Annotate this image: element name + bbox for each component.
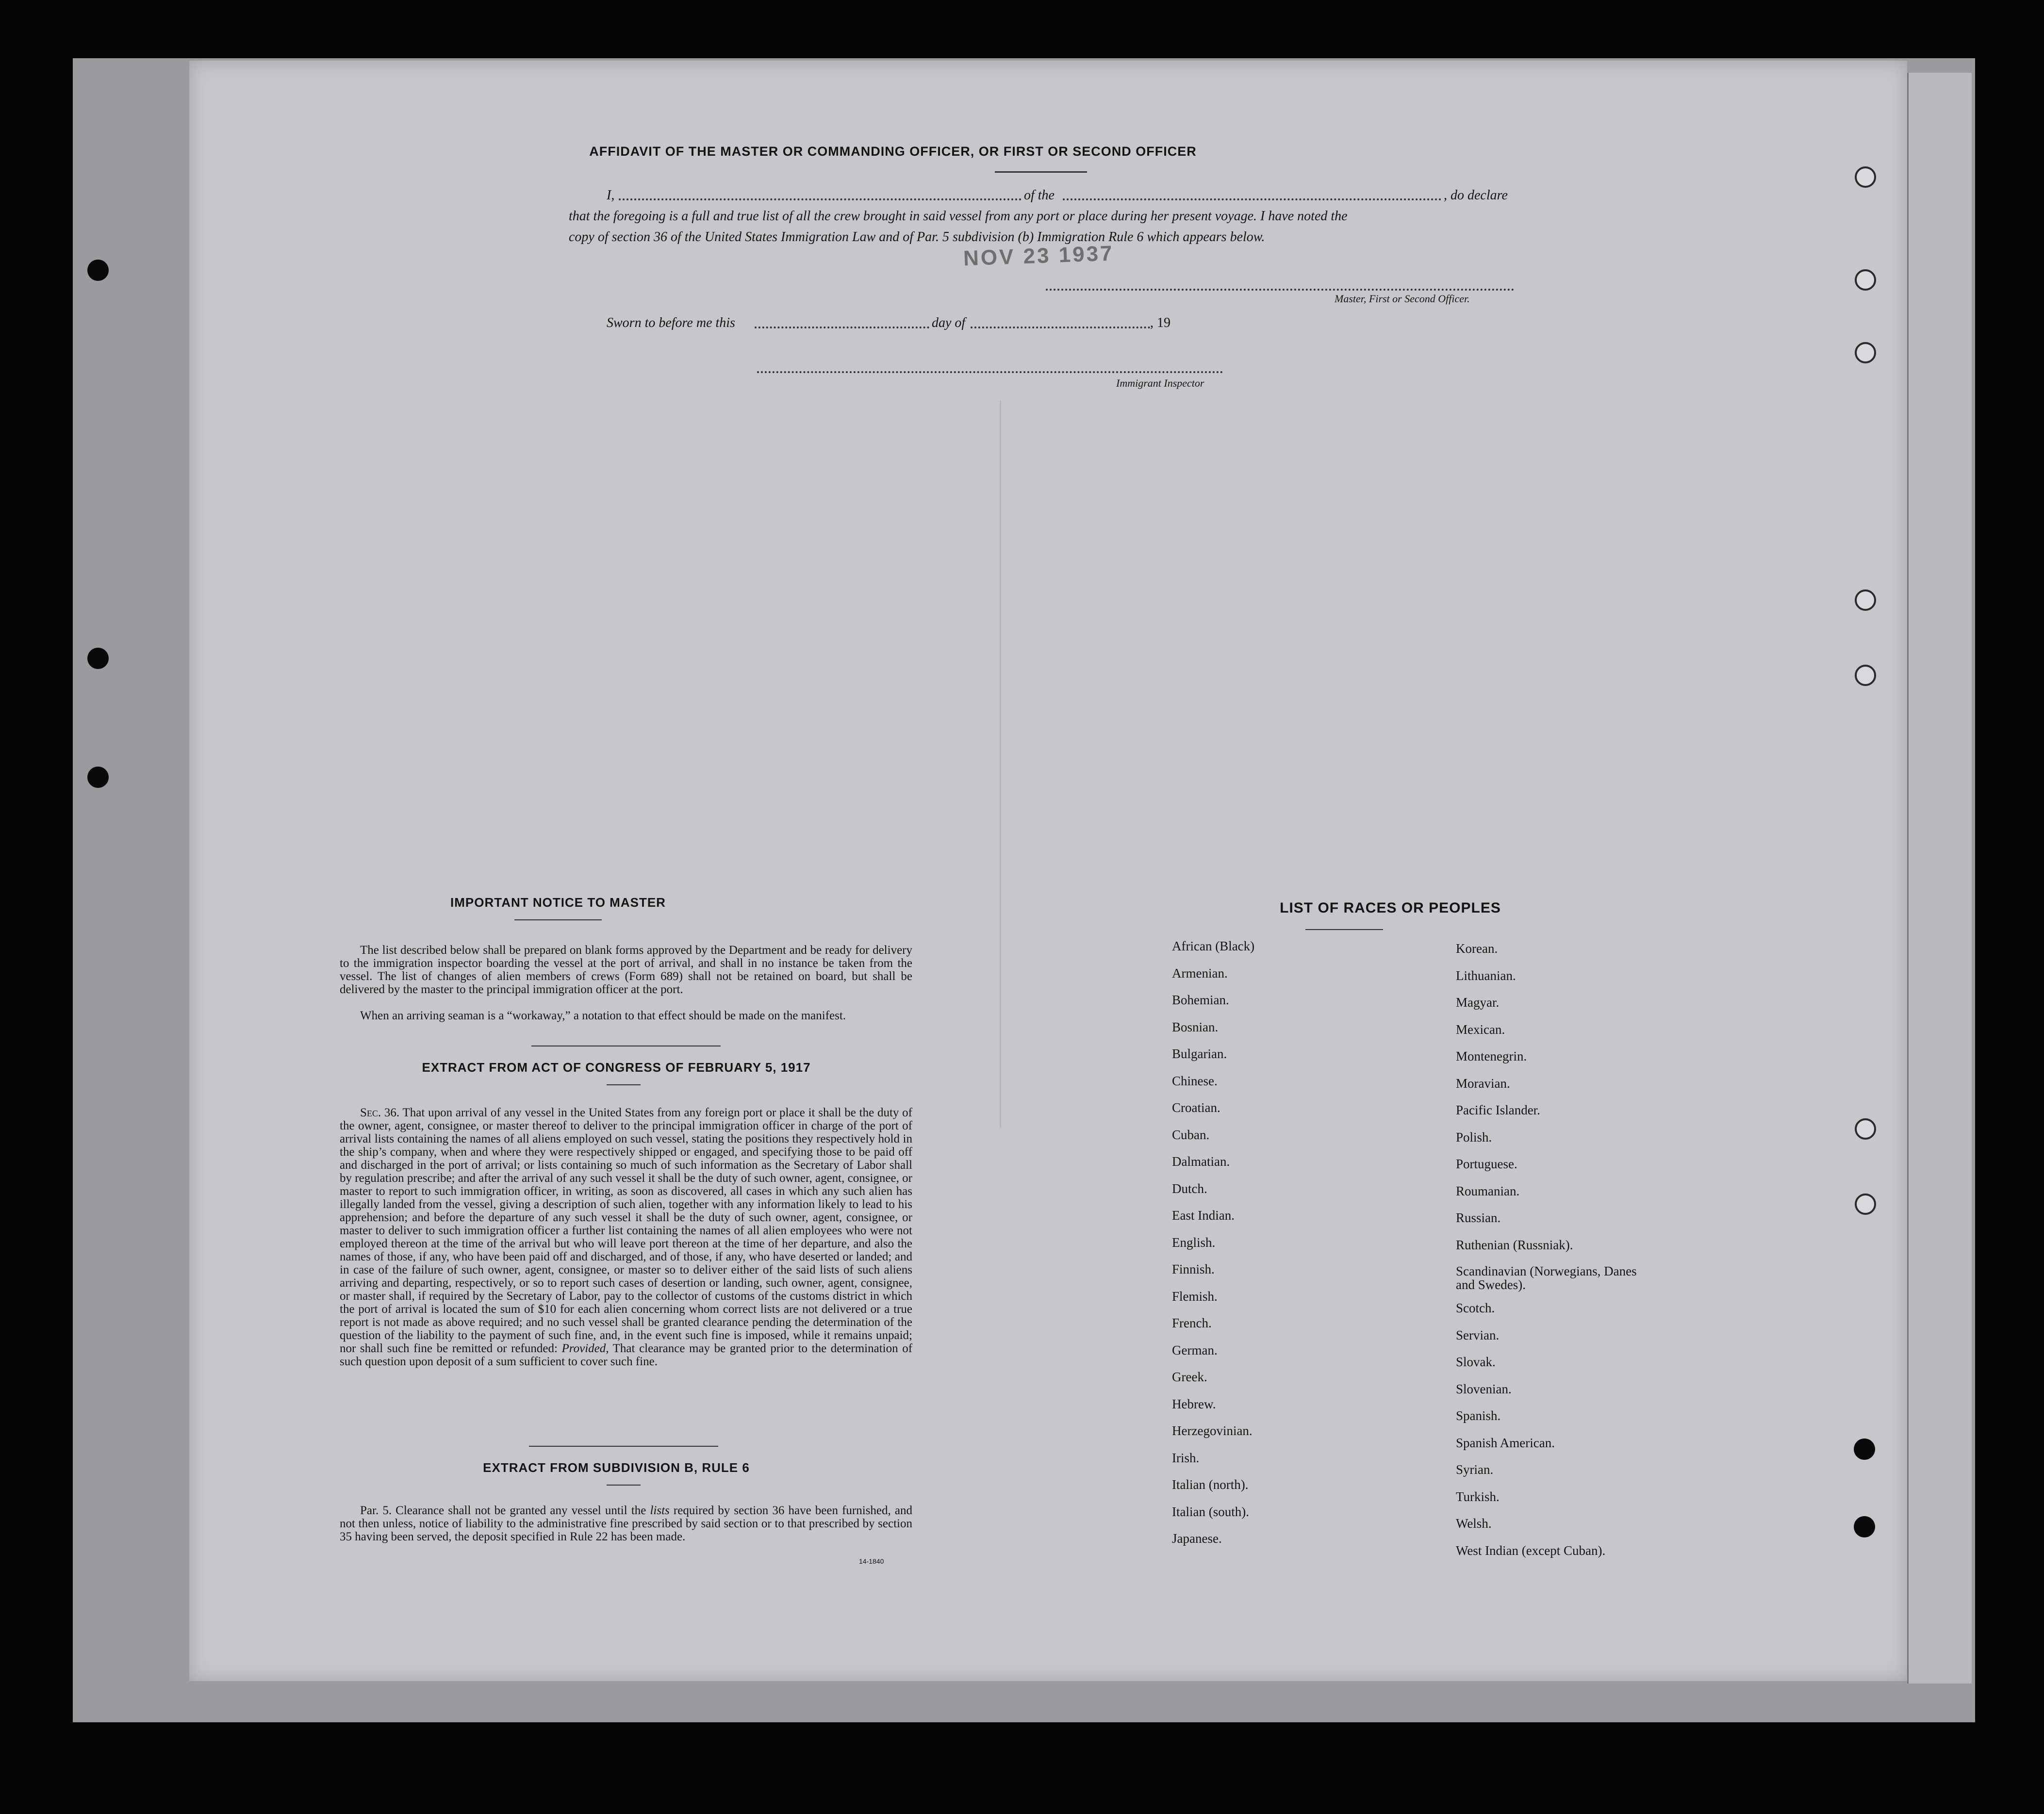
hole-ring [1855,166,1876,188]
race-list-item: English. [1172,1235,1216,1250]
race-list-item: Mexican. [1456,1022,1505,1037]
section-body: That upon arrival of any vessel in the United States from any foreign port or place it shall be the duty of the owner, agent, consignee, or master thereof to deliver to the principal immigration officer in charge of the port of arrival lists containing the names of all aliens employed on such vessel, stating the positions they respectively hold in the ship’s company, when and where they were respectively shipped or engaged, and specifying those to be paid off and discharged in the port of arrival; or lists containing so much of such information as the Secretary of Labor shall by regulation prescribe; and after the arrival of any such vessel it shall be the duty of such owner, agent, consignee, or master to report to such immigration officer, in writing, as soon as discovered, all cases in which any such alien has illegally landed from the vessel, giving a description of such alien, together with any information likely to lead to his apprehension; and before the departure of any such vessel it shall be the duty of such owner, agent, consignee, or master to deliver to such immigration officer a further list containing the names of all alien employees who were not employed thereon at the time of the arrival but who will leave port thereon at the time of her departure, and also the names of those, if any, who have been paid off and discharged, and of those, if any, who have deserted or landed; and in case of the failure of such owner, agent, consignee, or master so to deliver either of the said lists of such aliens arriving and departing, respectively, or so to report such cases of desertion or landing, such owner, agent, consignee, or master shall, if required by the Secretary of Labor, pay to the collector of customs of the customs district in which the port of arrival is located the sum of $10 for each alien concerning whom correct lists are not delivered or a true report is not made as above required; and no such vessel shall be granted clearance pending the determination of the question of the liability to the payment of such fine, and, in the event such fine is imposed, while it remains unpaid; nor shall such fine be remitted or refunded: [340,1106,912,1355]
notice-paragraph-2: When an arriving seaman is a “workaway,” a notation to that effect should be made on the manifest. [360,1009,846,1022]
race-list-item: Flemish. [1172,1289,1218,1304]
hole-ring [1855,1118,1876,1140]
inspector-label: Immigrant Inspector [1116,377,1204,389]
race-list-item: African (Black) [1172,939,1255,953]
race-list-item: Welsh. [1456,1516,1492,1531]
race-list-item: Dalmatian. [1172,1154,1230,1169]
i-label: I, [607,188,615,203]
of-the-label: of the [1024,188,1055,203]
race-list-item: Servian. [1456,1327,1500,1342]
rule-body-a: Par. 5. Clearance shall not be granted any vessel until the [360,1504,646,1517]
race-list-item: Herzegovinian. [1172,1423,1253,1438]
form-number: 14-1840 [859,1557,884,1565]
race-list-item: Finnish. [1172,1262,1215,1276]
name-blank[interactable] [619,198,1022,200]
hole-ring [1855,1193,1876,1215]
race-list-item: Portuguese. [1456,1157,1517,1171]
race-list-item: Bulgarian. [1172,1046,1227,1061]
race-list-item: Cuban. [1172,1127,1210,1142]
binder-hole [87,648,109,669]
hole-ring [1855,342,1876,363]
hole-ring [1855,589,1876,611]
binder-hole [87,767,109,788]
master-signature-blank[interactable] [1046,289,1514,291]
race-list-item: Turkish. [1456,1489,1500,1504]
race-list-item: Croatian. [1172,1100,1220,1115]
year-label: , 19 [1150,315,1170,330]
race-list-item: Spanish American. [1456,1435,1555,1450]
master-signature-label: Master, First or Second Officer. [1335,293,1470,305]
races-rule [1305,929,1383,930]
race-list-item: Bosnian. [1172,1019,1219,1034]
affidavit-line-2: copy of section 36 of the United States Immigration Law and of Par. 5 subdivision (b) Immigration Rule 6 which appears below. [569,229,1265,245]
show-through-fold [1000,400,1001,1128]
document-page [189,61,1907,1681]
provided-word: Provided, [561,1342,609,1355]
race-list-item: Greek. [1172,1370,1207,1384]
race-list-item: Korean. [1456,941,1498,956]
binder-hole [87,260,109,281]
race-list-item: French. [1172,1316,1212,1330]
rule-body-b: required by section 36 have been furnished, and not then unless, notice of liability to the administrative fine prescribed by said section or to that prescribed by section 35 having been served, the deposit specified in Rule 22 has been made. [340,1504,912,1543]
notice-paragraph-1: The list described below shall be prepared on blank forms approved by the Department and be ready for delivery to the immigration inspector boarding the vessel at the port of arrival, and shall in no instance be taken from the vessel. The list of changes of alien members of crews (Form 689) shall not be retained on board, but shall be delivered by the master to the principal immigration officer at the port. [340,944,912,996]
race-list-item: Scandinavian (Norwegians, Danes and Swedes). [1456,1264,1637,1292]
hole-ring [1855,269,1876,291]
sworn-day-blank[interactable] [755,327,929,328]
race-list-item: Chinese. [1172,1073,1218,1088]
binder-hole [1854,1438,1875,1460]
race-list-item: Slovak. [1456,1355,1496,1369]
rule-extract-title: EXTRACT FROM SUBDIVISION B, RULE 6 [483,1460,750,1475]
races-right-column [1456,941,1728,1570]
underlying-page-edge [1907,73,1972,1683]
affidavit-title: AFFIDAVIT OF THE MASTER OR COMMANDING OFFICER, OR FIRST OR SECOND OFFICER [589,144,1197,159]
title-rule [995,171,1087,173]
race-list-item: Dutch. [1172,1181,1207,1196]
notice-rule [514,919,602,920]
lists-word: lists [650,1504,670,1517]
rule-rule [607,1485,641,1486]
rule-paragraph [340,1504,912,1543]
day-of-label: day of [932,315,966,330]
date-stamp: NOV 23 1937 [963,241,1115,271]
race-list-item: Magyar. [1456,995,1500,1010]
race-list-item: Spanish. [1456,1408,1501,1423]
race-list-item: Japanese. [1172,1531,1222,1546]
race-list-item: Slovenian. [1456,1381,1512,1396]
race-list-item: Italian (north). [1172,1477,1249,1492]
sworn-label: Sworn to before me this [607,315,735,330]
race-list-item: German. [1172,1342,1218,1357]
sworn-month-blank[interactable] [971,327,1150,328]
race-list-item: Moravian. [1456,1076,1510,1091]
race-list-item: Lithuanian. [1456,968,1516,983]
race-list-item: Italian (south). [1172,1504,1249,1519]
act-extract-title: EXTRACT FROM ACT OF CONGRESS OF FEBRUARY 5, 1917 [422,1060,811,1075]
race-list-item: Roumanian. [1456,1183,1520,1198]
hole-ring [1855,665,1876,686]
race-list-item: Hebrew. [1172,1396,1216,1411]
vessel-blank[interactable] [1063,198,1441,200]
do-declare-label: , do declare [1444,188,1508,203]
race-list-item: Polish. [1456,1129,1492,1144]
section-body-end: That clearance may be granted prior to the determination of such question upon deposit of a sum sufficient to cover such fine. [340,1342,913,1368]
race-list-item: Russian. [1456,1210,1501,1225]
section-rule [529,1446,718,1447]
act-section-36 [340,1106,912,1368]
race-list-item: Pacific Islander. [1456,1103,1540,1117]
races-title: LIST OF RACES OR PEOPLES [1280,900,1501,916]
race-list-item: East Indian. [1172,1208,1235,1223]
race-list-item: Irish. [1172,1450,1200,1465]
race-list-item: West Indian (except Cuban). [1456,1543,1606,1558]
inspector-signature-blank[interactable] [757,371,1223,373]
notice-title: IMPORTANT NOTICE TO MASTER [450,895,666,910]
race-list-item: Ruthenian (Russniak). [1456,1237,1573,1252]
races-left-column [1172,939,1444,1558]
binder-hole [1854,1516,1875,1537]
race-list-item: Syrian. [1456,1462,1494,1477]
race-list-item: Armenian. [1172,965,1228,981]
act-rule [607,1084,641,1085]
race-list-item: Montenegrin. [1456,1049,1527,1063]
race-list-item: Scotch. [1456,1301,1495,1315]
race-list-item: Bohemian. [1172,993,1229,1007]
affidavit-line-1: that the foregoing is a full and true list of all the crew brought in said vessel from any port or place during her present voyage. I have noted the [569,209,1348,224]
section-label: Sec. 36. [360,1106,400,1119]
